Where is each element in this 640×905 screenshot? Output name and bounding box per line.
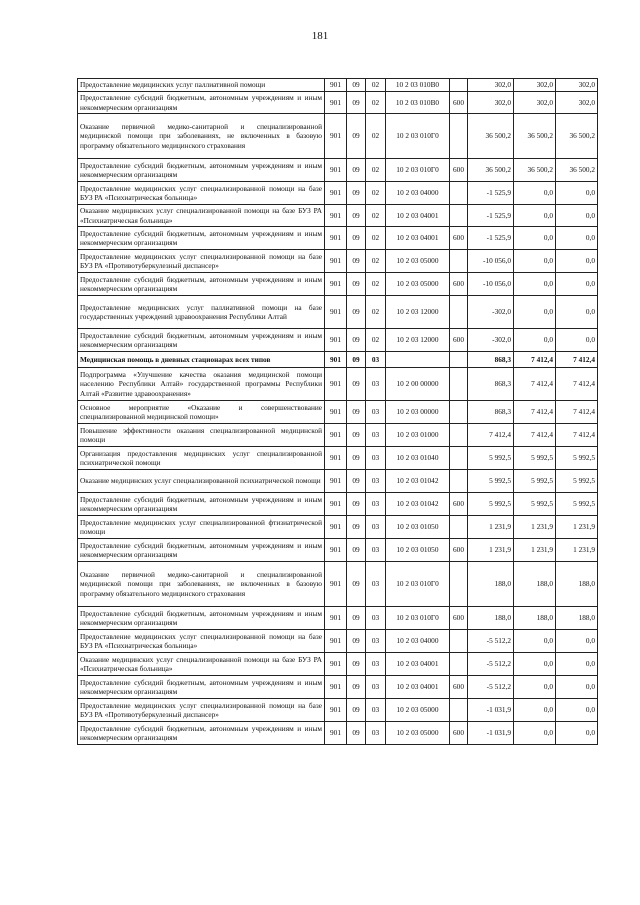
table-row [78, 182, 598, 205]
cell-year2: 5 992,5 [514, 447, 556, 470]
cell-year2: 0,0 [514, 676, 556, 699]
cell-csr: 10 2 03 04001 [386, 227, 450, 250]
cell-year3: 7 412,4 [556, 352, 598, 368]
cell-rz: 09 [347, 493, 366, 516]
table-row [78, 368, 598, 401]
cell-year2: 188,0 [514, 562, 556, 607]
cell-rz: 09 [347, 653, 366, 676]
cell-vr [450, 630, 468, 653]
cell-gr: 901 [325, 699, 347, 722]
row-name: Предоставление субсидий бюджетным, автономным учреждениям и иным некоммерческим организациям [78, 493, 325, 516]
cell-year3: 5 992,5 [556, 447, 598, 470]
cell-pr: 02 [366, 159, 386, 182]
cell-gr: 901 [325, 159, 347, 182]
cell-year1: -1 525,9 [468, 205, 514, 227]
table-row [78, 205, 598, 227]
cell-gr: 901 [325, 516, 347, 539]
cell-year1: 1 231,9 [468, 516, 514, 539]
row-name: Предоставление медицинских услуг специализированной фтизиатрической помощи [78, 516, 325, 539]
cell-year3: 1 231,9 [556, 516, 598, 539]
table-row [78, 352, 598, 368]
cell-pr: 02 [366, 205, 386, 227]
cell-csr: 10 2 03 01000 [386, 424, 450, 447]
cell-gr: 901 [325, 329, 347, 352]
cell-rz: 09 [347, 607, 366, 630]
cell-csr: 10 2 03 05000 [386, 273, 450, 296]
cell-gr: 901 [325, 607, 347, 630]
table-row [78, 296, 598, 329]
table-row [78, 401, 598, 424]
cell-gr: 901 [325, 401, 347, 424]
cell-year1: 5 992,5 [468, 493, 514, 516]
table-row [78, 92, 598, 114]
cell-vr: 600 [450, 227, 468, 250]
cell-vr: 600 [450, 329, 468, 352]
cell-year1: -1 031,9 [468, 722, 514, 745]
cell-year1: -10 056,0 [468, 250, 514, 273]
cell-gr: 901 [325, 182, 347, 205]
cell-gr: 901 [325, 352, 347, 368]
row-name: Предоставление медицинских услуг специализированной помощи на базе БУЗ РА «Противотуберкулезный диспансер» [78, 250, 325, 273]
table-row [78, 676, 598, 699]
cell-year1: 36 500,2 [468, 114, 514, 159]
cell-gr: 901 [325, 447, 347, 470]
row-name: Основное мероприятие «Оказание и совершенствование специализированной медицинской помощи» [78, 401, 325, 424]
cell-rz: 09 [347, 424, 366, 447]
cell-year3: 0,0 [556, 630, 598, 653]
row-name: Повышение эффективности оказания специализированной медицинской помощи [78, 424, 325, 447]
cell-csr: 10 2 03 04001 [386, 676, 450, 699]
cell-year2: 0,0 [514, 630, 556, 653]
cell-year1: 188,0 [468, 607, 514, 630]
cell-csr: 10 2 03 01050 [386, 539, 450, 562]
cell-year2: 0,0 [514, 699, 556, 722]
cell-year3: 36 500,2 [556, 114, 598, 159]
cell-pr: 03 [366, 401, 386, 424]
row-name: Оказание первичной медико-санитарной и специализированной медицинской помощи при заболеваниях, не включенных в базовую программу обязательного медицинского страхования [78, 562, 325, 607]
cell-pr: 02 [366, 250, 386, 273]
cell-year2: 0,0 [514, 182, 556, 205]
cell-csr: 10 2 03 01042 [386, 493, 450, 516]
cell-csr: 10 2 03 04000 [386, 630, 450, 653]
cell-year1: 868,3 [468, 401, 514, 424]
cell-pr: 02 [366, 79, 386, 92]
table-row [78, 424, 598, 447]
cell-year2: 7 412,4 [514, 424, 556, 447]
cell-year2: 36 500,2 [514, 159, 556, 182]
cell-gr: 901 [325, 562, 347, 607]
row-name: Предоставление субсидий бюджетным, автономным учреждениям и иным некоммерческим организациям [78, 159, 325, 182]
cell-year3: 188,0 [556, 607, 598, 630]
table-row [78, 630, 598, 653]
table-row [78, 159, 598, 182]
cell-year2: 302,0 [514, 79, 556, 92]
cell-vr [450, 352, 468, 368]
cell-year3: 0,0 [556, 205, 598, 227]
cell-year3: 0,0 [556, 653, 598, 676]
cell-rz: 09 [347, 352, 366, 368]
cell-csr: 10 2 03 04000 [386, 182, 450, 205]
cell-pr: 03 [366, 352, 386, 368]
cell-year3: 188,0 [556, 562, 598, 607]
cell-pr: 02 [366, 273, 386, 296]
cell-year2: 0,0 [514, 653, 556, 676]
budget-table [77, 78, 598, 745]
cell-gr: 901 [325, 368, 347, 401]
cell-pr: 03 [366, 539, 386, 562]
cell-rz: 09 [347, 470, 366, 493]
cell-year1: -10 056,0 [468, 273, 514, 296]
cell-csr: 10 2 03 010Г0 [386, 607, 450, 630]
cell-vr: 600 [450, 493, 468, 516]
cell-csr: 10 2 03 00000 [386, 401, 450, 424]
table-row [78, 329, 598, 352]
cell-year1: -5 512,2 [468, 653, 514, 676]
row-name: Медицинская помощь в дневных стационарах всех типов [78, 352, 325, 368]
cell-gr: 901 [325, 227, 347, 250]
cell-vr: 600 [450, 722, 468, 745]
cell-year2: 0,0 [514, 205, 556, 227]
cell-rz: 09 [347, 250, 366, 273]
cell-year3: 0,0 [556, 296, 598, 329]
cell-vr [450, 562, 468, 607]
cell-vr [450, 699, 468, 722]
cell-vr [450, 424, 468, 447]
cell-gr: 901 [325, 273, 347, 296]
cell-rz: 09 [347, 79, 366, 92]
cell-year2: 0,0 [514, 722, 556, 745]
row-name: Оказание медицинских услуг специализированной помощи на базе БУЗ РА «Психиатрическая больница» [78, 205, 325, 227]
cell-vr [450, 401, 468, 424]
cell-year1: 868,3 [468, 352, 514, 368]
cell-year3: 36 500,2 [556, 159, 598, 182]
cell-gr: 901 [325, 205, 347, 227]
cell-pr: 02 [366, 227, 386, 250]
cell-year3: 0,0 [556, 273, 598, 296]
row-name: Предоставление субсидий бюджетным, автономным учреждениям и иным некоммерческим организациям [78, 92, 325, 114]
cell-gr: 901 [325, 630, 347, 653]
cell-rz: 09 [347, 227, 366, 250]
cell-csr: 10 2 03 01042 [386, 470, 450, 493]
cell-pr: 03 [366, 470, 386, 493]
row-name: Оказание медицинских услуг специализированной психиатрической помощи [78, 470, 325, 493]
cell-csr: 10 2 03 04001 [386, 205, 450, 227]
row-name: Оказание первичной медико-санитарной и специализированной медицинской помощи при заболеваниях, не включенных в базовую программу обязательного медицинского страхования [78, 114, 325, 159]
cell-year2: 0,0 [514, 329, 556, 352]
cell-pr: 03 [366, 447, 386, 470]
cell-year2: 0,0 [514, 296, 556, 329]
cell-year1: 36 500,2 [468, 159, 514, 182]
cell-vr [450, 250, 468, 273]
cell-rz: 09 [347, 92, 366, 114]
row-name: Предоставление субсидий бюджетным, автономным учреждениям и иным некоммерческим организациям [78, 329, 325, 352]
table-row [78, 653, 598, 676]
cell-rz: 09 [347, 699, 366, 722]
cell-vr: 600 [450, 92, 468, 114]
cell-vr: 600 [450, 273, 468, 296]
cell-year3: 7 412,4 [556, 401, 598, 424]
row-name: Предоставление субсидий бюджетным, автономным учреждениям и иным некоммерческим организациям [78, 607, 325, 630]
cell-gr: 901 [325, 470, 347, 493]
row-name: Предоставление субсидий бюджетным, автономным учреждениям и иным некоммерческим организациям [78, 273, 325, 296]
cell-year3: 302,0 [556, 92, 598, 114]
cell-pr: 03 [366, 493, 386, 516]
cell-csr: 10 2 00 00000 [386, 368, 450, 401]
table-body [78, 79, 598, 745]
cell-gr: 901 [325, 114, 347, 159]
cell-vr [450, 653, 468, 676]
cell-year1: -302,0 [468, 296, 514, 329]
cell-year1: 868,3 [468, 368, 514, 401]
table-row [78, 722, 598, 745]
cell-year1: -302,0 [468, 329, 514, 352]
row-name: Предоставление медицинских услуг специализированной помощи на базе БУЗ РА «Психиатрическая больница» [78, 630, 325, 653]
cell-year2: 0,0 [514, 227, 556, 250]
cell-rz: 09 [347, 516, 366, 539]
cell-year2: 0,0 [514, 273, 556, 296]
cell-year3: 0,0 [556, 699, 598, 722]
cell-vr [450, 447, 468, 470]
table-row [78, 470, 598, 493]
table-row [78, 227, 598, 250]
row-name: Организация предоставления медицинских услуг специализированной психиатрической помощи [78, 447, 325, 470]
cell-vr [450, 368, 468, 401]
row-name: Оказание медицинских услуг специализированной помощи на базе БУЗ РА «Психиатрическая больница» [78, 653, 325, 676]
cell-year1: 188,0 [468, 562, 514, 607]
cell-year2: 7 412,4 [514, 401, 556, 424]
cell-year1: -1 525,9 [468, 182, 514, 205]
cell-rz: 09 [347, 676, 366, 699]
table-row [78, 539, 598, 562]
table-row [78, 114, 598, 159]
table-row [78, 607, 598, 630]
table-row [78, 447, 598, 470]
cell-year1: -5 512,2 [468, 676, 514, 699]
cell-csr: 10 2 03 010Г0 [386, 159, 450, 182]
cell-rz: 09 [347, 401, 366, 424]
cell-csr: 10 2 03 12000 [386, 296, 450, 329]
cell-vr [450, 205, 468, 227]
cell-year2: 1 231,9 [514, 539, 556, 562]
cell-vr [450, 296, 468, 329]
cell-gr: 901 [325, 722, 347, 745]
cell-pr: 03 [366, 630, 386, 653]
cell-vr [450, 182, 468, 205]
cell-pr: 03 [366, 562, 386, 607]
cell-year1: -1 525,9 [468, 227, 514, 250]
cell-year3: 0,0 [556, 676, 598, 699]
cell-rz: 09 [347, 447, 366, 470]
cell-gr: 901 [325, 424, 347, 447]
cell-rz: 09 [347, 562, 366, 607]
cell-year1: 5 992,5 [468, 447, 514, 470]
cell-rz: 09 [347, 722, 366, 745]
cell-csr: 10 2 03 01050 [386, 516, 450, 539]
cell-gr: 901 [325, 296, 347, 329]
page-number: 181 [311, 30, 329, 42]
table-row [78, 516, 598, 539]
cell-year1: 5 992,5 [468, 470, 514, 493]
cell-gr: 901 [325, 493, 347, 516]
table-row [78, 562, 598, 607]
cell-year3: 0,0 [556, 722, 598, 745]
cell-csr: 10 2 03 05000 [386, 699, 450, 722]
cell-year1: -1 031,9 [468, 699, 514, 722]
cell-pr: 02 [366, 92, 386, 114]
cell-rz: 09 [347, 114, 366, 159]
cell-vr [450, 79, 468, 92]
table-row [78, 250, 598, 273]
cell-year3: 0,0 [556, 250, 598, 273]
cell-vr [450, 114, 468, 159]
cell-pr: 02 [366, 182, 386, 205]
cell-year2: 302,0 [514, 92, 556, 114]
row-name: Предоставление субсидий бюджетным, автономным учреждениям и иным некоммерческим организациям [78, 722, 325, 745]
cell-year3: 7 412,4 [556, 424, 598, 447]
cell-vr: 600 [450, 676, 468, 699]
cell-pr: 02 [366, 296, 386, 329]
cell-year1: 302,0 [468, 92, 514, 114]
table-row [78, 493, 598, 516]
cell-year2: 7 412,4 [514, 368, 556, 401]
cell-csr: 10 2 03 010В0 [386, 79, 450, 92]
cell-rz: 09 [347, 630, 366, 653]
cell-year2: 0,0 [514, 250, 556, 273]
cell-pr: 02 [366, 114, 386, 159]
cell-year2: 1 231,9 [514, 516, 556, 539]
cell-csr [386, 352, 450, 368]
cell-pr: 03 [366, 424, 386, 447]
cell-rz: 09 [347, 273, 366, 296]
cell-pr: 03 [366, 699, 386, 722]
cell-csr: 10 2 03 05000 [386, 250, 450, 273]
table-row [78, 273, 598, 296]
cell-pr: 03 [366, 653, 386, 676]
cell-year2: 188,0 [514, 607, 556, 630]
cell-rz: 09 [347, 329, 366, 352]
cell-year3: 7 412,4 [556, 368, 598, 401]
cell-year3: 5 992,5 [556, 470, 598, 493]
cell-year2: 7 412,4 [514, 352, 556, 368]
cell-gr: 901 [325, 79, 347, 92]
cell-vr [450, 470, 468, 493]
row-name: Предоставление медицинских услуг специализированной помощи на базе БУЗ РА «Противотуберкулезный диспансер» [78, 699, 325, 722]
row-name: Предоставление субсидий бюджетным, автономным учреждениям и иным некоммерческим организациям [78, 539, 325, 562]
cell-vr: 600 [450, 159, 468, 182]
cell-csr: 10 2 03 010Г0 [386, 562, 450, 607]
cell-gr: 901 [325, 539, 347, 562]
cell-pr: 03 [366, 368, 386, 401]
cell-rz: 09 [347, 159, 366, 182]
cell-rz: 09 [347, 205, 366, 227]
row-name: Предоставление субсидий бюджетным, автономным учреждениям и иным некоммерческим организациям [78, 676, 325, 699]
cell-pr: 03 [366, 516, 386, 539]
cell-year2: 5 992,5 [514, 493, 556, 516]
cell-gr: 901 [325, 250, 347, 273]
cell-year3: 302,0 [556, 79, 598, 92]
table-row [78, 79, 598, 92]
cell-pr: 03 [366, 676, 386, 699]
cell-csr: 10 2 03 04001 [386, 653, 450, 676]
cell-gr: 901 [325, 653, 347, 676]
cell-year1: 1 231,9 [468, 539, 514, 562]
cell-pr: 03 [366, 607, 386, 630]
row-name: Предоставление медицинских услуг паллиативной помощи на базе государственных учреждений здравоохранения Республики Алтай [78, 296, 325, 329]
row-name: Предоставление медицинских услуг паллиативной помощи [78, 79, 325, 92]
cell-vr: 600 [450, 607, 468, 630]
cell-year1: 302,0 [468, 79, 514, 92]
cell-vr [450, 516, 468, 539]
cell-rz: 09 [347, 539, 366, 562]
cell-year2: 36 500,2 [514, 114, 556, 159]
cell-csr: 10 2 03 010Г0 [386, 114, 450, 159]
cell-pr: 02 [366, 329, 386, 352]
cell-rz: 09 [347, 296, 366, 329]
cell-year2: 5 992,5 [514, 470, 556, 493]
row-name: Предоставление субсидий бюджетным, автономным учреждениям и иным некоммерческим организациям [78, 227, 325, 250]
cell-rz: 09 [347, 368, 366, 401]
cell-gr: 901 [325, 92, 347, 114]
cell-year3: 0,0 [556, 227, 598, 250]
row-name: Подпрограмма «Улучшение качества оказания медицинской помощи населению Республики Алтай» государственной программы Республики Алтай «Развитие здравоохранения» [78, 368, 325, 401]
cell-year3: 0,0 [556, 182, 598, 205]
cell-year3: 5 992,5 [556, 493, 598, 516]
cell-year1: -5 512,2 [468, 630, 514, 653]
table-row [78, 699, 598, 722]
cell-csr: 10 2 03 05000 [386, 722, 450, 745]
cell-year1: 7 412,4 [468, 424, 514, 447]
cell-year3: 1 231,9 [556, 539, 598, 562]
cell-csr: 10 2 03 01040 [386, 447, 450, 470]
cell-pr: 03 [366, 722, 386, 745]
cell-vr: 600 [450, 539, 468, 562]
row-name: Предоставление медицинских услуг специализированной помощи на базе БУЗ РА «Психиатрическая больница» [78, 182, 325, 205]
cell-rz: 09 [347, 182, 366, 205]
cell-year3: 0,0 [556, 329, 598, 352]
cell-gr: 901 [325, 676, 347, 699]
cell-csr: 10 2 03 010В0 [386, 92, 450, 114]
cell-csr: 10 2 03 12000 [386, 329, 450, 352]
